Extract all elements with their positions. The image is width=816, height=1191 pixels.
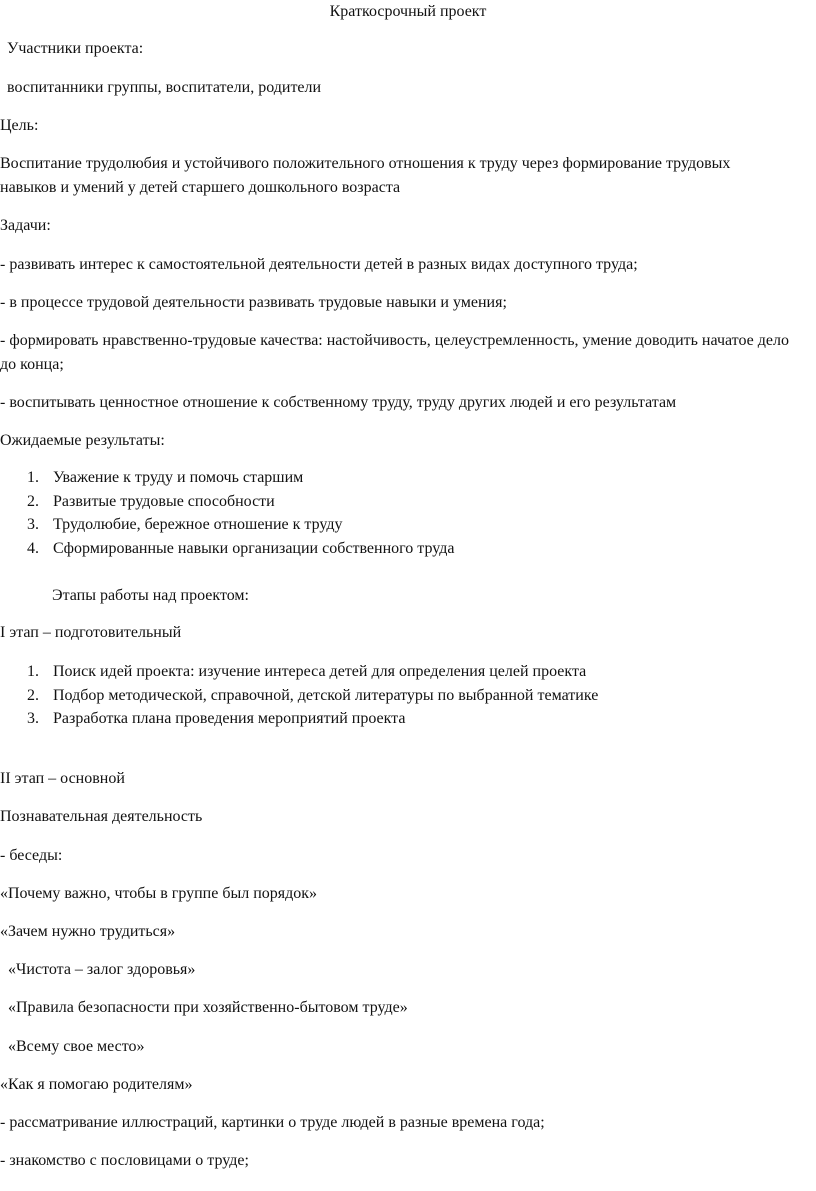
results-heading: Ожидаемые результаты: (0, 432, 165, 449)
list-item-text: Разработка плана проведения мероприятий проекта (53, 710, 406, 727)
list-item-number: 1. (27, 663, 39, 680)
activity-item: - рассматривание иллюстраций, картинки о труде людей в разные времена года; (0, 1114, 545, 1131)
participants-text: воспитанники группы, воспитатели, родители (7, 79, 322, 96)
activity-item: - знакомство с пословицами о труде; (0, 1152, 249, 1169)
list-item-number: 2. (27, 492, 39, 510)
goal-heading: Цель: (0, 117, 39, 134)
conversation-item: «Правила безопасности при хозяйственно-бытовом труде» (8, 999, 408, 1016)
list-item-text: Развитые трудовые способности (53, 492, 275, 510)
results-list (0, 466, 816, 560)
stage1-heading: I этап – подготовительный (0, 624, 182, 641)
list-item (0, 466, 816, 490)
stages-heading: Этапы работы над проектом: (52, 587, 249, 604)
list-item-number: 3. (27, 710, 39, 727)
task-item: - воспитывать ценностное отношение к собственному труду, труду других людей и его результатам (0, 394, 677, 411)
participants-heading: Участники проекта: (7, 40, 144, 57)
cognitive-heading: Познавательная деятельность (0, 808, 203, 825)
conversation-item: «Почему важно, чтобы в группе был порядок» (0, 885, 318, 902)
list-item-number: 3. (27, 516, 39, 533)
list-item-number: 2. (27, 686, 39, 704)
list-item-number: 4. (27, 539, 39, 557)
conversation-item: «Всему свое место» (8, 1038, 145, 1055)
list-item-text: Поиск идей проекта: изучение интереса детей для определения целей проекта (53, 663, 587, 680)
list-item-text: Сформированные навыки организации собственного труда (53, 539, 455, 557)
tasks-heading: Задачи: (0, 217, 51, 234)
list-item (0, 490, 816, 514)
document-title: Краткосрочный проект (329, 3, 487, 20)
stage1-list (0, 660, 816, 731)
list-item (0, 513, 816, 537)
list-item (0, 537, 816, 561)
list-item-number: 1. (27, 469, 39, 486)
list-item (0, 707, 816, 731)
stage2-heading: II этап – основной (0, 770, 125, 787)
conversation-item: «Зачем нужно трудиться» (0, 923, 176, 940)
conversations-heading: - беседы: (0, 847, 63, 864)
task-item: - в процессе трудовой деятельности развивать трудовые навыки и умения; (0, 294, 507, 311)
list-item (0, 660, 816, 684)
conversation-item: «Чистота – залог здоровья» (8, 961, 196, 978)
list-item-text: Трудолюбие, бережное отношение к труду (53, 516, 343, 533)
task-item: - формировать нравственно-трудовые качества: настойчивость, целеустремленность, умение доводить начатое дело до конца; (0, 332, 789, 373)
conversation-item: «Как я помогаю родителям» (0, 1076, 193, 1093)
list-item-text: Уважение к труду и помочь старшим (53, 469, 304, 486)
list-item-text: Подбор методической, справочной, детской литературы по выбранной тематике (53, 686, 599, 704)
goal-text: Воспитание трудолюбия и устойчивого положительного отношения к труду через формирование трудовых навыков и умений у детей старшего дошкольного возраста (0, 155, 731, 196)
task-item: - развивать интерес к самостоятельной деятельности детей в разных видах доступного труда; (0, 256, 638, 273)
list-item (0, 684, 816, 708)
